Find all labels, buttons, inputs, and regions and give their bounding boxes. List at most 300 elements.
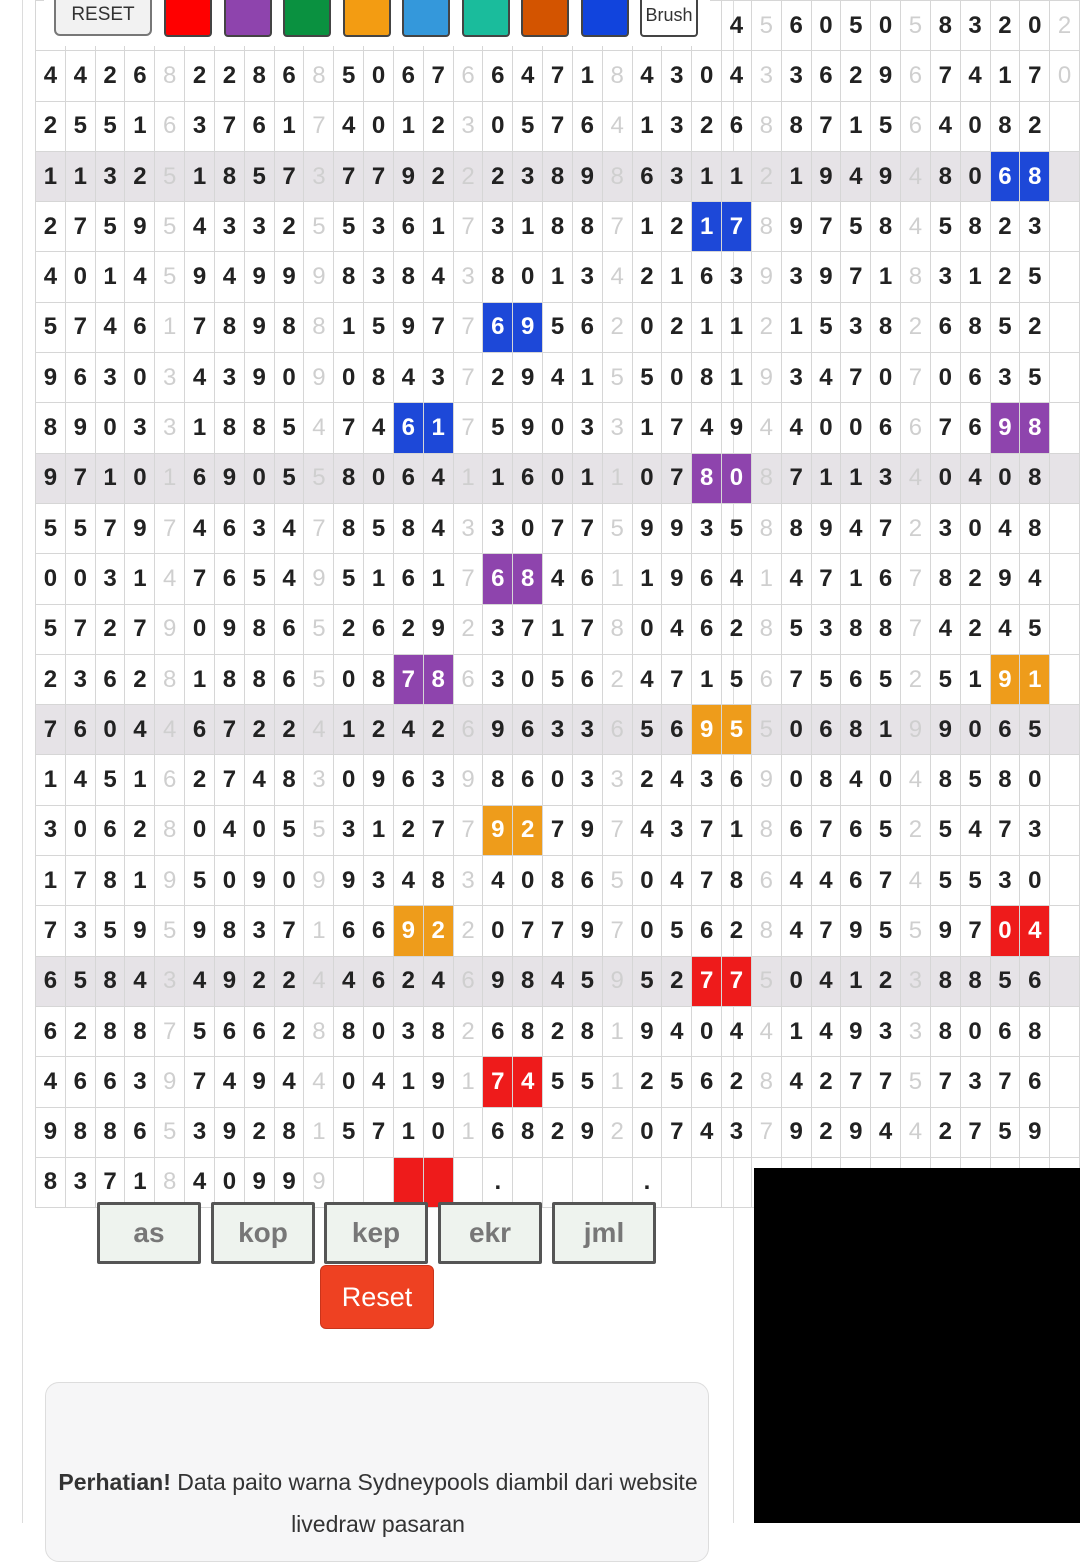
grid-cell[interactable]: 2 xyxy=(185,51,215,101)
grid-cell[interactable]: 8 xyxy=(155,51,185,101)
grid-cell[interactable]: 1 xyxy=(95,453,125,503)
grid-cell[interactable]: 5 xyxy=(244,554,274,604)
grid-cell[interactable]: 6 xyxy=(364,956,394,1006)
grid-cell[interactable]: 0 xyxy=(513,856,543,906)
grid-cell[interactable]: 2 xyxy=(274,202,304,252)
grid-cell[interactable]: 1 xyxy=(722,302,752,352)
grid-cell[interactable]: 8 xyxy=(513,1107,543,1157)
grid-cell[interactable]: 9 xyxy=(304,1157,334,1207)
grid-cell[interactable]: 3 xyxy=(364,202,394,252)
grid-cell[interactable]: 8 xyxy=(602,51,632,101)
grid-cell[interactable]: 3 xyxy=(453,252,483,302)
grid-cell[interactable]: 8 xyxy=(513,1006,543,1056)
grid-cell[interactable]: 3 xyxy=(483,604,513,654)
grid-cell[interactable]: 4 xyxy=(722,1,752,51)
grid-cell[interactable]: 6 xyxy=(155,101,185,151)
color-swatch-darkorange[interactable] xyxy=(521,0,569,37)
grid-cell[interactable]: 9 xyxy=(662,503,692,553)
grid-cell[interactable]: 4 xyxy=(334,956,364,1006)
grid-cell[interactable]: 6 xyxy=(36,956,66,1006)
grid-cell[interactable]: 2 xyxy=(751,151,781,201)
grid-cell[interactable]: 8 xyxy=(751,453,781,503)
grid-cell[interactable]: 6 xyxy=(990,151,1020,201)
grid-cell[interactable]: 2 xyxy=(185,755,215,805)
grid-cell[interactable]: 9 xyxy=(36,1107,66,1157)
grid-cell[interactable]: 7 xyxy=(483,1057,513,1107)
grid-cell[interactable]: 1 xyxy=(692,654,722,704)
grid-cell[interactable]: 1 xyxy=(65,151,95,201)
grid-cell[interactable]: 4 xyxy=(781,1057,811,1107)
grid-cell[interactable]: 4 xyxy=(543,353,573,403)
grid-cell[interactable]: 4 xyxy=(543,554,573,604)
grid-cell[interactable]: 8 xyxy=(334,503,364,553)
grid-cell[interactable]: 9 xyxy=(632,503,662,553)
grid-cell[interactable]: 7 xyxy=(572,604,602,654)
grid-cell[interactable]: 8 xyxy=(334,252,364,302)
grid-cell[interactable]: 3 xyxy=(65,654,95,704)
grid-cell[interactable]: 8 xyxy=(95,1006,125,1056)
grid-cell[interactable]: 3 xyxy=(364,252,394,302)
grid-cell[interactable]: 3 xyxy=(185,1107,215,1157)
grid-cell[interactable]: 9 xyxy=(602,956,632,1006)
grid-cell[interactable]: 8 xyxy=(364,654,394,704)
grid-cell[interactable]: 6 xyxy=(483,554,513,604)
grid-cell[interactable]: 0 xyxy=(871,353,901,403)
grid-cell[interactable]: 3 xyxy=(901,1006,931,1056)
grid-cell[interactable]: 3 xyxy=(602,755,632,805)
grid-cell[interactable]: 8 xyxy=(751,805,781,855)
grid-cell[interactable]: 7 xyxy=(662,453,692,503)
grid-cell[interactable]: 9 xyxy=(751,353,781,403)
grid-cell[interactable]: 1 xyxy=(692,151,722,201)
grid-cell[interactable]: 5 xyxy=(304,604,334,654)
grid-cell[interactable]: 9 xyxy=(244,302,274,352)
grid-cell[interactable]: 0 xyxy=(274,856,304,906)
grid-cell[interactable]: 5 xyxy=(1020,604,1050,654)
grid-cell[interactable]: 4 xyxy=(662,755,692,805)
grid-cell[interactable]: 9 xyxy=(781,202,811,252)
grid-cell[interactable]: 2 xyxy=(423,705,453,755)
grid-cell[interactable]: 9 xyxy=(185,906,215,956)
grid-cell[interactable]: 5 xyxy=(602,856,632,906)
grid-cell[interactable]: 9 xyxy=(811,503,841,553)
grid-cell[interactable]: 0 xyxy=(960,1006,990,1056)
grid-cell[interactable]: 8 xyxy=(543,202,573,252)
grid-cell[interactable]: 6 xyxy=(244,1006,274,1056)
grid-cell[interactable]: 7 xyxy=(334,403,364,453)
grid-cell[interactable]: 5 xyxy=(751,1,781,51)
grid-cell[interactable]: 2 xyxy=(632,1057,662,1107)
grid-cell[interactable]: 3 xyxy=(453,101,483,151)
grid-cell[interactable]: 7 xyxy=(36,705,66,755)
grid-cell[interactable]: 5 xyxy=(334,1107,364,1157)
grid-cell[interactable]: 5 xyxy=(95,202,125,252)
grid-cell[interactable]: 8 xyxy=(751,101,781,151)
grid-cell[interactable]: 5 xyxy=(901,1,931,51)
grid-cell[interactable]: 7 xyxy=(960,906,990,956)
grid-cell[interactable]: 1 xyxy=(155,453,185,503)
grid-cell[interactable]: 1 xyxy=(572,51,602,101)
grid-cell[interactable]: 9 xyxy=(751,252,781,302)
grid-cell[interactable]: 4 xyxy=(423,956,453,1006)
grid-cell[interactable]: 4 xyxy=(36,51,66,101)
grid-cell[interactable]: 3 xyxy=(483,654,513,704)
grid-cell[interactable]: 5 xyxy=(990,956,1020,1006)
grid-cell[interactable]: 3 xyxy=(901,956,931,1006)
grid-cell[interactable]: 3 xyxy=(572,755,602,805)
grid-cell[interactable]: 9 xyxy=(483,705,513,755)
grid-cell[interactable]: 0 xyxy=(214,856,244,906)
grid-cell[interactable]: 6 xyxy=(1020,956,1050,1006)
grid-cell[interactable]: 7 xyxy=(65,302,95,352)
grid-cell[interactable]: 1 xyxy=(185,403,215,453)
grid-cell[interactable]: 6 xyxy=(334,906,364,956)
grid-cell[interactable]: 6 xyxy=(960,353,990,403)
grid-cell[interactable]: 3 xyxy=(65,906,95,956)
grid-cell[interactable]: 5 xyxy=(274,805,304,855)
grid-cell[interactable]: 2 xyxy=(95,604,125,654)
grid-cell[interactable]: 5 xyxy=(155,1107,185,1157)
grid-cell[interactable]: 5 xyxy=(781,604,811,654)
grid-cell[interactable] xyxy=(602,1157,632,1207)
grid-cell[interactable]: 6 xyxy=(692,604,722,654)
grid-cell[interactable]: 0 xyxy=(632,1107,662,1157)
grid-cell[interactable]: 9 xyxy=(155,604,185,654)
grid-cell[interactable] xyxy=(334,1157,364,1207)
grid-cell[interactable]: 4 xyxy=(185,202,215,252)
grid-cell[interactable]: 6 xyxy=(602,705,632,755)
grid-cell[interactable]: 3 xyxy=(692,755,722,805)
grid-cell[interactable]: 7 xyxy=(722,202,752,252)
color-swatch-teal[interactable] xyxy=(462,0,510,37)
grid-cell[interactable]: 7 xyxy=(155,1006,185,1056)
grid-cell[interactable]: 8 xyxy=(1020,151,1050,201)
grid-cell[interactable]: 5 xyxy=(244,151,274,201)
grid-cell[interactable]: 1 xyxy=(274,101,304,151)
grid-cell[interactable]: 8 xyxy=(214,654,244,704)
grid-cell[interactable]: 2 xyxy=(453,906,483,956)
grid-cell[interactable]: 9 xyxy=(841,906,871,956)
grid-cell[interactable]: 2 xyxy=(95,51,125,101)
grid-cell[interactable]: 9 xyxy=(244,1057,274,1107)
grid-cell[interactable]: 3 xyxy=(960,1057,990,1107)
grid-cell[interactable]: 7 xyxy=(751,1107,781,1157)
grid-cell[interactable]: 7 xyxy=(65,604,95,654)
grid-cell[interactable]: 4 xyxy=(244,755,274,805)
grid-cell[interactable]: 6 xyxy=(244,101,274,151)
grid-cell[interactable]: 2 xyxy=(1050,1,1080,51)
grid-cell[interactable]: 1 xyxy=(692,202,722,252)
grid-cell[interactable] xyxy=(1050,1057,1080,1107)
grid-cell[interactable]: 6 xyxy=(841,805,871,855)
grid-cell[interactable]: 3 xyxy=(811,604,841,654)
grid-cell[interactable]: 9 xyxy=(751,755,781,805)
grid-cell[interactable]: 6 xyxy=(125,1107,155,1157)
grid-cell[interactable]: 5 xyxy=(95,101,125,151)
grid-cell[interactable]: 3 xyxy=(95,353,125,403)
grid-cell[interactable]: 2 xyxy=(244,956,274,1006)
grid-cell[interactable]: 1 xyxy=(185,151,215,201)
grid-cell[interactable]: 9 xyxy=(423,1057,453,1107)
grid-cell[interactable]: 2 xyxy=(543,1107,573,1157)
grid-cell[interactable]: 1 xyxy=(662,252,692,302)
grid-cell[interactable]: 6 xyxy=(125,51,155,101)
grid-cell[interactable]: 4 xyxy=(781,403,811,453)
grid-cell[interactable]: 9 xyxy=(811,252,841,302)
grid-cell[interactable]: 2 xyxy=(901,503,931,553)
grid-cell[interactable]: 4 xyxy=(423,503,453,553)
grid-cell[interactable]: 9 xyxy=(125,503,155,553)
grid-cell[interactable]: 0 xyxy=(990,906,1020,956)
grid-cell[interactable]: 8 xyxy=(781,503,811,553)
grid-cell[interactable]: 0 xyxy=(1020,1,1050,51)
grid-cell[interactable]: 8 xyxy=(65,1107,95,1157)
grid-cell[interactable]: 7 xyxy=(214,705,244,755)
grid-cell[interactable]: 2 xyxy=(453,151,483,201)
grid-cell[interactable]: 7 xyxy=(901,604,931,654)
grid-cell[interactable]: 9 xyxy=(244,252,274,302)
grid-cell[interactable]: 1 xyxy=(453,1057,483,1107)
grid-cell[interactable]: 9 xyxy=(304,252,334,302)
grid-cell[interactable] xyxy=(1050,856,1080,906)
grid-cell[interactable]: 9 xyxy=(990,654,1020,704)
grid-cell[interactable]: 6 xyxy=(692,554,722,604)
grid-cell[interactable]: 8 xyxy=(841,705,871,755)
grid-cell[interactable]: 6 xyxy=(662,705,692,755)
grid-cell[interactable]: 6 xyxy=(65,1057,95,1107)
grid-cell[interactable]: 3 xyxy=(423,353,453,403)
grid-cell[interactable]: 3 xyxy=(214,202,244,252)
grid-cell[interactable]: 6 xyxy=(453,654,483,704)
grid-cell[interactable]: 4 xyxy=(125,705,155,755)
grid-cell[interactable]: 2 xyxy=(125,805,155,855)
grid-cell[interactable]: 8 xyxy=(901,252,931,302)
grid-cell[interactable]: 7 xyxy=(393,654,423,704)
grid-cell[interactable]: 7 xyxy=(513,906,543,956)
grid-cell[interactable]: 7 xyxy=(423,302,453,352)
grid-cell[interactable]: 5 xyxy=(304,453,334,503)
grid-cell[interactable]: 7 xyxy=(334,151,364,201)
grid-cell[interactable]: 9 xyxy=(36,453,66,503)
grid-cell[interactable]: 3 xyxy=(125,403,155,453)
grid-cell[interactable]: 6 xyxy=(185,705,215,755)
grid-cell[interactable] xyxy=(1050,202,1080,252)
grid-cell[interactable]: 4 xyxy=(901,453,931,503)
grid-cell[interactable]: 2 xyxy=(423,101,453,151)
grid-cell[interactable]: 2 xyxy=(1020,302,1050,352)
grid-cell[interactable]: 0 xyxy=(632,856,662,906)
grid-cell[interactable]: 8 xyxy=(214,906,244,956)
grid-cell[interactable]: 0 xyxy=(632,302,662,352)
grid-cell[interactable]: 3 xyxy=(960,1,990,51)
grid-cell[interactable] xyxy=(662,1157,692,1207)
grid-cell[interactable]: 8 xyxy=(602,151,632,201)
grid-cell[interactable]: 6 xyxy=(65,353,95,403)
grid-cell[interactable] xyxy=(1050,654,1080,704)
grid-cell[interactable]: 5 xyxy=(602,353,632,403)
grid-cell[interactable]: 8 xyxy=(960,956,990,1006)
kep-button[interactable]: kep xyxy=(324,1202,428,1264)
grid-cell[interactable]: 7 xyxy=(841,353,871,403)
grid-cell[interactable]: 0 xyxy=(513,654,543,704)
grid-cell[interactable]: 2 xyxy=(960,554,990,604)
grid-cell[interactable]: 0 xyxy=(871,755,901,805)
grid-cell[interactable]: 5 xyxy=(841,202,871,252)
grid-cell[interactable]: 2 xyxy=(722,604,752,654)
grid-cell[interactable]: 9 xyxy=(65,403,95,453)
grid-cell[interactable]: 4 xyxy=(543,956,573,1006)
grid-cell[interactable]: 5 xyxy=(572,956,602,1006)
grid-cell[interactable]: 5 xyxy=(871,805,901,855)
grid-cell[interactable]: 9 xyxy=(483,956,513,1006)
grid-cell[interactable]: 8 xyxy=(1020,453,1050,503)
grid-cell[interactable]: 7 xyxy=(95,503,125,553)
grid-cell[interactable]: 6 xyxy=(722,755,752,805)
grid-cell[interactable]: 8 xyxy=(543,151,573,201)
grid-cell[interactable]: 5 xyxy=(960,856,990,906)
grid-cell[interactable]: 9 xyxy=(841,1006,871,1056)
grid-cell[interactable]: 1 xyxy=(871,252,901,302)
grid-cell[interactable]: 9 xyxy=(990,554,1020,604)
grid-cell[interactable]: 3 xyxy=(244,906,274,956)
grid-cell[interactable]: 0 xyxy=(841,403,871,453)
grid-cell[interactable]: 8 xyxy=(692,453,722,503)
grid-cell[interactable] xyxy=(1050,755,1080,805)
grid-cell[interactable]: 6 xyxy=(751,654,781,704)
color-swatch-green[interactable] xyxy=(283,0,331,37)
grid-cell[interactable]: 8 xyxy=(572,202,602,252)
grid-cell[interactable]: 4 xyxy=(722,1006,752,1056)
grid-cell[interactable]: 7 xyxy=(811,906,841,956)
grid-cell[interactable] xyxy=(1050,554,1080,604)
grid-cell[interactable]: 8 xyxy=(423,1006,453,1056)
grid-cell[interactable]: 2 xyxy=(453,1006,483,1056)
grid-cell[interactable]: 6 xyxy=(901,51,931,101)
grid-cell[interactable]: 5 xyxy=(274,403,304,453)
grid-cell[interactable]: 5 xyxy=(36,503,66,553)
grid-cell[interactable]: 2 xyxy=(990,1,1020,51)
grid-cell[interactable]: 1 xyxy=(632,554,662,604)
grid-cell[interactable]: 6 xyxy=(572,554,602,604)
grid-cell[interactable]: 1 xyxy=(304,906,334,956)
grid-cell[interactable]: 7 xyxy=(662,1107,692,1157)
grid-cell[interactable]: 5 xyxy=(364,503,394,553)
grid-cell[interactable]: 7 xyxy=(871,856,901,906)
grid-cell[interactable]: 0 xyxy=(1020,755,1050,805)
grid-cell[interactable]: 9 xyxy=(632,1006,662,1056)
grid-cell[interactable]: 6 xyxy=(393,51,423,101)
grid-cell[interactable]: 0 xyxy=(364,1006,394,1056)
grid-cell[interactable]: 2 xyxy=(722,1057,752,1107)
grid-cell[interactable]: 3 xyxy=(781,353,811,403)
grid-cell[interactable]: 2 xyxy=(662,956,692,1006)
grid-cell[interactable]: 0 xyxy=(364,453,394,503)
grid-cell[interactable]: 9 xyxy=(572,805,602,855)
grid-cell[interactable]: 3 xyxy=(304,151,334,201)
grid-cell[interactable]: 3 xyxy=(781,51,811,101)
grid-cell[interactable]: 1 xyxy=(453,453,483,503)
grid-cell[interactable]: 8 xyxy=(1020,503,1050,553)
grid-cell[interactable]: 5 xyxy=(930,202,960,252)
grid-cell[interactable]: 2 xyxy=(36,101,66,151)
grid-cell[interactable]: 7 xyxy=(811,101,841,151)
grid-cell[interactable]: 1 xyxy=(304,1107,334,1157)
grid-cell[interactable]: 3 xyxy=(662,51,692,101)
grid-cell[interactable]: 2 xyxy=(393,956,423,1006)
grid-cell[interactable] xyxy=(1050,302,1080,352)
grid-cell[interactable]: 9 xyxy=(483,805,513,855)
grid-cell[interactable]: 4 xyxy=(1020,906,1050,956)
grid-cell[interactable]: 3 xyxy=(125,1057,155,1107)
grid-cell[interactable]: 8 xyxy=(751,503,781,553)
grid-cell[interactable]: 6 xyxy=(513,705,543,755)
grid-cell[interactable]: 6 xyxy=(572,654,602,704)
grid-cell[interactable]: 8 xyxy=(930,554,960,604)
grid-cell[interactable]: 5 xyxy=(960,755,990,805)
grid-cell[interactable]: 1 xyxy=(334,705,364,755)
grid-cell[interactable] xyxy=(1050,252,1080,302)
grid-cell[interactable]: 7 xyxy=(662,403,692,453)
grid-cell[interactable]: 5 xyxy=(36,302,66,352)
grid-cell[interactable]: 4 xyxy=(990,604,1020,654)
grid-cell[interactable]: 4 xyxy=(811,956,841,1006)
grid-cell[interactable]: 3 xyxy=(930,503,960,553)
grid-cell[interactable]: 2 xyxy=(990,202,1020,252)
grid-cell[interactable]: 7 xyxy=(901,353,931,403)
grid-cell[interactable]: 0 xyxy=(781,755,811,805)
grid-cell[interactable]: 5 xyxy=(722,654,752,704)
grid-cell[interactable]: 9 xyxy=(244,856,274,906)
grid-cell[interactable]: 7 xyxy=(722,956,752,1006)
grid-cell[interactable]: 2 xyxy=(36,654,66,704)
grid-cell[interactable]: 4 xyxy=(65,51,95,101)
grid-cell[interactable]: 5 xyxy=(513,101,543,151)
grid-cell[interactable]: 0 xyxy=(483,101,513,151)
grid-cell[interactable]: 6 xyxy=(393,755,423,805)
grid-cell[interactable]: 0 xyxy=(811,403,841,453)
grid-cell[interactable]: 0 xyxy=(125,453,155,503)
grid-cell[interactable]: 9 xyxy=(214,604,244,654)
grid-cell[interactable]: 8 xyxy=(871,202,901,252)
grid-cell[interactable]: 4 xyxy=(841,151,871,201)
grid-cell[interactable]: 1 xyxy=(781,151,811,201)
grid-cell[interactable]: 5 xyxy=(811,302,841,352)
grid-cell[interactable]: 8 xyxy=(841,604,871,654)
grid-cell[interactable] xyxy=(1050,906,1080,956)
grid-cell[interactable]: 7 xyxy=(155,503,185,553)
grid-cell[interactable]: 9 xyxy=(334,856,364,906)
grid-cell[interactable]: 1 xyxy=(841,554,871,604)
grid-cell[interactable]: 1 xyxy=(393,1107,423,1157)
grid-cell[interactable]: 3 xyxy=(95,151,125,201)
grid-cell[interactable]: 1 xyxy=(811,453,841,503)
grid-cell[interactable]: 7 xyxy=(543,805,573,855)
grid-cell[interactable]: 1 xyxy=(393,101,423,151)
grid-cell[interactable]: 4 xyxy=(36,1057,66,1107)
grid-cell[interactable]: 5 xyxy=(1020,252,1050,302)
grid-cell[interactable]: 2 xyxy=(602,302,632,352)
grid-cell[interactable]: 7 xyxy=(930,1057,960,1107)
grid-cell[interactable]: 7 xyxy=(602,805,632,855)
grid-cell[interactable]: 4 xyxy=(632,805,662,855)
grid-cell[interactable]: 4 xyxy=(930,101,960,151)
grid-cell[interactable]: 6 xyxy=(453,956,483,1006)
grid-cell[interactable]: 2 xyxy=(901,302,931,352)
grid-cell[interactable]: 8 xyxy=(304,51,334,101)
grid-cell[interactable]: 3 xyxy=(36,805,66,855)
grid-cell[interactable]: 7 xyxy=(95,1157,125,1207)
grid-cell[interactable]: 7 xyxy=(185,302,215,352)
